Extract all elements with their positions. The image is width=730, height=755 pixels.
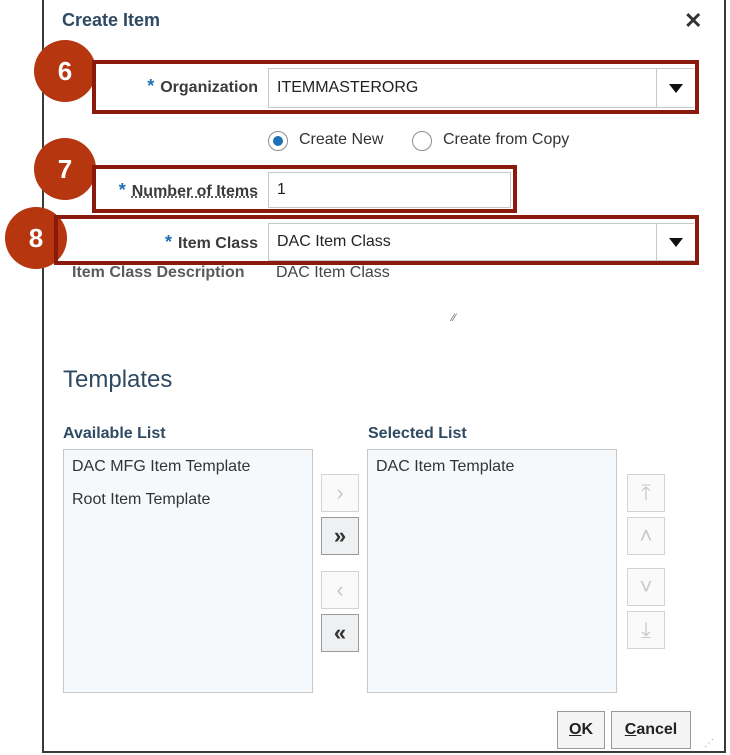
selected-list[interactable] — [367, 449, 617, 693]
dialog-title: Create Item — [62, 10, 161, 30]
move-up-button[interactable] — [627, 517, 665, 555]
chevron-up-icon: ˄ — [639, 523, 653, 548]
selected-list-label: Selected List — [368, 425, 467, 442]
cancel-button[interactable]: C ancel — [611, 711, 691, 749]
remove-button[interactable] — [321, 571, 359, 609]
organization-value: ITEMMASTERORG — [277, 79, 419, 96]
item-class-description-label: Item Class Description — [72, 264, 245, 281]
chevron-left-icon: ‹ — [336, 577, 344, 602]
templates-heading: Templates — [63, 366, 173, 393]
resize-grip-icon[interactable]: ⋰ — [704, 738, 714, 749]
required-indicator: * — [147, 76, 155, 96]
callout-badge-6: 6 — [34, 40, 96, 102]
move-top-icon: ⤒ — [641, 480, 651, 505]
radio-create-new[interactable] — [268, 131, 288, 151]
move-all-button[interactable] — [321, 517, 359, 555]
organization-dropdown-button[interactable] — [656, 69, 694, 107]
available-list[interactable] — [63, 449, 313, 693]
organization-label: * Organization — [147, 76, 258, 96]
radio-create-from-copy-label[interactable]: Create from Copy — [443, 131, 570, 148]
item-class-label: * Item Class — [164, 232, 258, 252]
resize-handle-icon[interactable]: ⁄⁄ — [452, 312, 456, 324]
remove-all-button[interactable] — [321, 614, 359, 652]
organization-select[interactable] — [268, 68, 694, 108]
item-class-select[interactable] — [268, 223, 694, 261]
required-indicator: * — [118, 180, 126, 200]
list-item[interactable]: DAC Item Template — [376, 458, 515, 475]
list-item[interactable]: Root Item Template — [72, 491, 211, 508]
move-button[interactable] — [321, 474, 359, 512]
move-to-bottom-button[interactable] — [627, 611, 665, 649]
chevron-down-icon — [669, 238, 683, 247]
callout-badge-7: 7 — [34, 138, 96, 200]
chevron-right-icon: › — [336, 480, 344, 505]
chevron-down-icon: ˅ — [639, 574, 653, 599]
available-list-label: Available List — [63, 425, 166, 442]
radio-create-from-copy[interactable] — [412, 131, 432, 151]
radio-create-new-label[interactable]: Create New — [299, 131, 384, 148]
list-item[interactable]: DAC MFG Item Template — [72, 458, 251, 475]
item-class-value: DAC Item Class — [277, 233, 391, 250]
close-icon[interactable]: ✕ — [684, 8, 703, 33]
callout-badge-8: 8 — [5, 207, 67, 269]
required-indicator: * — [164, 232, 172, 252]
move-down-button[interactable] — [627, 568, 665, 606]
move-bottom-icon: ⤓ — [641, 617, 651, 642]
double-chevron-left-icon: « — [333, 620, 347, 645]
move-to-top-button[interactable] — [627, 474, 665, 512]
number-of-items-label: * Number of Items — [118, 180, 258, 200]
item-class-description-value: DAC Item Class — [276, 264, 390, 281]
double-chevron-right-icon: » — [333, 523, 347, 548]
number-of-items-value: 1 — [277, 181, 286, 198]
item-class-dropdown-button[interactable] — [656, 224, 694, 260]
chevron-down-icon — [669, 84, 683, 93]
ok-button[interactable]: O K — [557, 711, 605, 749]
number-of-items-input[interactable] — [268, 172, 511, 208]
